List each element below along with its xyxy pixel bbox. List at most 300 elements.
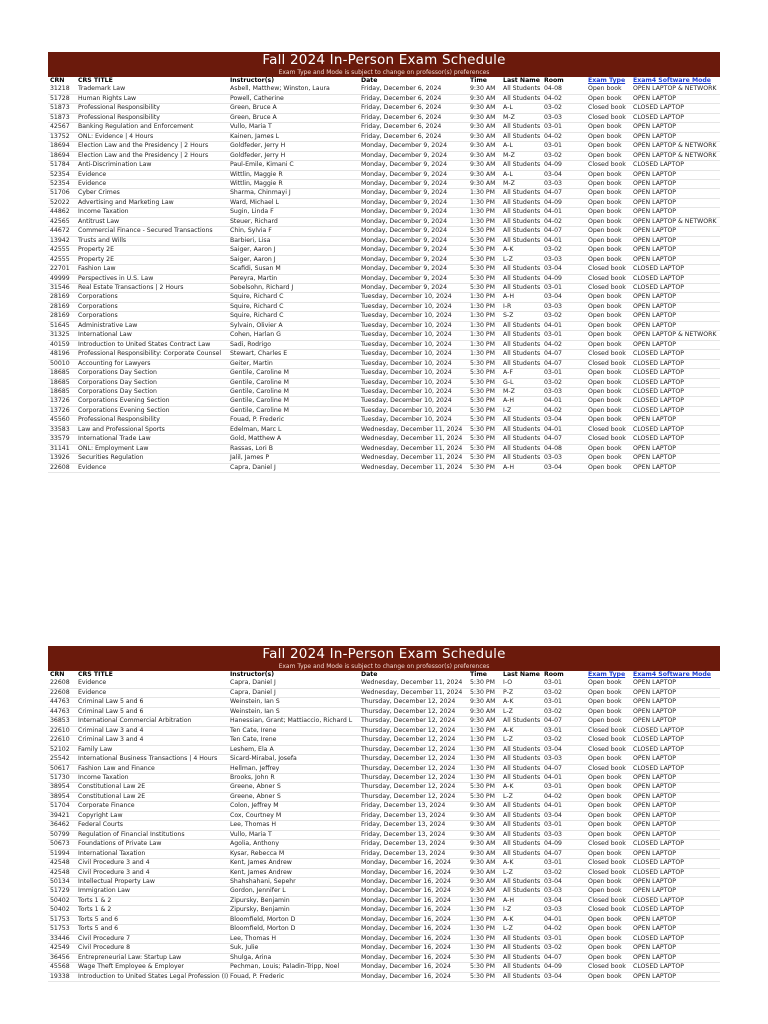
table-row bbox=[48, 792, 720, 801]
crn-cell: 52022 bbox=[48, 198, 76, 207]
instructor-cell: Barbieri, Lisa bbox=[228, 236, 359, 245]
crn-cell: 42549 bbox=[48, 944, 76, 953]
room-cell: 04-01 bbox=[542, 236, 586, 245]
last-name-cell: All Students bbox=[503, 359, 541, 367]
time-cell: 1:30 PM bbox=[468, 906, 501, 915]
room-cell: 04-07 bbox=[542, 350, 586, 359]
date-cell: Thursday, December 12, 2024 bbox=[359, 745, 468, 754]
course-title-cell: Evidence bbox=[76, 463, 228, 472]
header-last-name: Last Name bbox=[503, 671, 540, 678]
time-cell: 1:30 PM bbox=[468, 189, 501, 198]
exam-type-cell: Closed book bbox=[586, 868, 631, 877]
date-cell: Thursday, December 12, 2024 bbox=[359, 726, 468, 735]
exam-type-cell: Open book bbox=[586, 293, 631, 302]
course-title-cell: Professional Responsibility bbox=[76, 113, 228, 122]
time-cell: 9:30 AM bbox=[468, 151, 501, 160]
time-cell: 5:30 PM bbox=[468, 227, 501, 236]
time-cell: 5:30 PM bbox=[468, 283, 501, 292]
software-mode-cell: OPEN LAPTOP bbox=[631, 802, 720, 811]
table-row bbox=[48, 321, 720, 330]
time-cell: 9:30 AM bbox=[468, 717, 501, 726]
exam-type-cell: Open book bbox=[586, 198, 631, 207]
time-cell: 9:30 AM bbox=[468, 179, 501, 188]
instructor-cell: Sicard-Mirabal, Josefa bbox=[228, 755, 359, 764]
table-row bbox=[48, 802, 720, 811]
time-cell: 5:30 PM bbox=[468, 454, 501, 463]
crn-cell: 44763 bbox=[48, 698, 76, 707]
software-mode-cell: OPEN LAPTOP bbox=[631, 454, 720, 463]
room-cell: 04-09 bbox=[542, 963, 586, 972]
exam-type-cell: Open book bbox=[586, 302, 631, 311]
instructor-cell: Sadi, Rodrigo bbox=[228, 340, 359, 349]
crn-cell: 50134 bbox=[48, 877, 76, 886]
last-name-cell: All Students bbox=[503, 802, 541, 810]
software-mode-cell: OPEN LAPTOP & NETWORK bbox=[631, 142, 720, 151]
last-name-cell: M-Z bbox=[501, 387, 542, 396]
date-cell: Monday, December 9, 2024 bbox=[359, 198, 468, 207]
last-name-cell: I-O bbox=[501, 679, 542, 688]
exam-type-cell: Open book bbox=[586, 132, 631, 141]
crn-cell: 36853 bbox=[48, 717, 76, 726]
date-cell: Thursday, December 12, 2024 bbox=[359, 707, 468, 716]
course-title-cell: ONL: Employment Law bbox=[76, 444, 228, 453]
room-cell: 03-04 bbox=[542, 265, 586, 274]
course-title-cell: Antitrust Law bbox=[76, 217, 228, 226]
last-name-cell: A-H bbox=[501, 397, 542, 406]
time-cell: 5:30 PM bbox=[468, 369, 501, 378]
last-name-cell: All Students bbox=[503, 265, 541, 273]
instructor-cell: Capra, Daniel J bbox=[228, 463, 359, 472]
room-cell: 04-07 bbox=[542, 227, 586, 236]
crn-cell: 51728 bbox=[48, 94, 76, 103]
crn-cell: 48196 bbox=[48, 350, 76, 359]
exam-type-cell: Open book bbox=[586, 151, 631, 160]
time-cell: 9:30 AM bbox=[468, 802, 501, 811]
date-cell: Monday, December 9, 2024 bbox=[359, 255, 468, 264]
last-name-cell: All Students bbox=[503, 849, 541, 857]
software-mode-cell: OPEN LAPTOP bbox=[631, 123, 720, 132]
time-cell: 1:30 PM bbox=[468, 745, 501, 754]
last-name-cell: A-K bbox=[501, 783, 542, 792]
course-title-cell: Trusts and Wills bbox=[76, 236, 228, 245]
time-cell: 9:30 AM bbox=[468, 821, 501, 830]
room-cell: 03-03 bbox=[542, 113, 586, 122]
course-title-cell: International Trade Law bbox=[76, 435, 228, 444]
table-row bbox=[48, 877, 720, 886]
course-title-cell: Administrative Law bbox=[76, 321, 228, 330]
course-title-cell: Criminal Law 3 and 4 bbox=[76, 726, 228, 735]
exam-type-cell: Open book bbox=[586, 312, 631, 321]
date-cell: Tuesday, December 10, 2024 bbox=[359, 340, 468, 349]
crn-cell: 51994 bbox=[48, 849, 76, 858]
crn-cell: 50617 bbox=[48, 764, 76, 773]
exam-type-cell: Open book bbox=[586, 142, 631, 151]
room-cell: 03-01 bbox=[542, 698, 586, 707]
last-name-cell: All Students bbox=[503, 236, 541, 244]
room-cell: 04-02 bbox=[542, 132, 586, 141]
software-mode-cell: CLOSED LAPTOP bbox=[631, 736, 720, 745]
schedule-title: Fall 2024 In-Person Exam Schedule bbox=[262, 52, 506, 68]
header-room: Room bbox=[544, 671, 564, 678]
instructor-cell: Shulga, Arina bbox=[228, 953, 359, 962]
room-cell: 04-09 bbox=[542, 198, 586, 207]
course-title-cell: Wage Theft Employee & Employer bbox=[76, 963, 228, 972]
date-cell: Wednesday, December 11, 2024 bbox=[359, 688, 468, 697]
table-row bbox=[48, 255, 720, 264]
software-mode-cell: OPEN LAPTOP bbox=[631, 246, 720, 255]
header-date: Date bbox=[361, 77, 378, 84]
crn-cell: 22608 bbox=[48, 679, 76, 688]
software-mode-cell: OPEN LAPTOP bbox=[631, 189, 720, 198]
software-mode-cell: OPEN LAPTOP bbox=[631, 179, 720, 188]
table-row bbox=[48, 123, 720, 132]
time-cell: 9:30 AM bbox=[468, 830, 501, 839]
room-cell: 03-01 bbox=[542, 142, 586, 151]
crn-cell: 42565 bbox=[48, 217, 76, 226]
crn-cell: 18694 bbox=[48, 142, 76, 151]
instructor-cell: Hanessian, Grant; Mattiaccio, Richard L bbox=[228, 717, 359, 726]
course-title-cell: Income Taxation bbox=[76, 773, 228, 782]
crn-cell: 33579 bbox=[48, 435, 76, 444]
date-cell: Monday, December 16, 2024 bbox=[359, 925, 468, 934]
crn-cell: 31546 bbox=[48, 283, 76, 292]
instructor-cell: Zipursky, Benjamin bbox=[228, 896, 359, 905]
crn-cell: 31141 bbox=[48, 444, 76, 453]
instructor-cell: Saiger, Aaron J bbox=[228, 255, 359, 264]
course-title-cell: Corporations Day Section bbox=[76, 369, 228, 378]
crn-cell: 18694 bbox=[48, 151, 76, 160]
software-mode-cell: OPEN LAPTOP bbox=[631, 302, 720, 311]
exam-type-cell: Open book bbox=[586, 802, 631, 811]
software-mode-cell: OPEN LAPTOP bbox=[631, 830, 720, 839]
time-cell: 1:30 PM bbox=[468, 736, 501, 745]
room-cell: 04-07 bbox=[542, 189, 586, 198]
software-mode-cell: OPEN LAPTOP & NETWORK bbox=[631, 217, 720, 226]
crn-cell: 52354 bbox=[48, 170, 76, 179]
last-name-cell: All Students bbox=[503, 953, 541, 961]
room-cell: 03-04 bbox=[542, 745, 586, 754]
room-cell: 03-04 bbox=[542, 293, 586, 302]
table-row bbox=[48, 416, 720, 425]
date-cell: Monday, December 16, 2024 bbox=[359, 953, 468, 962]
exam-type-cell: Open book bbox=[586, 707, 631, 716]
room-cell: 04-02 bbox=[542, 792, 586, 801]
instructor-cell: Jalil, James P bbox=[228, 454, 359, 463]
date-cell: Wednesday, December 11, 2024 bbox=[359, 444, 468, 453]
table-row bbox=[48, 378, 720, 387]
last-name-cell: A-H bbox=[501, 293, 542, 302]
software-mode-cell: OPEN LAPTOP bbox=[631, 463, 720, 472]
course-title-cell: Family Law bbox=[76, 745, 228, 754]
software-mode-cell: OPEN LAPTOP bbox=[631, 198, 720, 207]
last-name-cell: L-Z bbox=[501, 925, 542, 934]
time-cell: 5:30 PM bbox=[468, 265, 501, 274]
course-title-cell: Property 2E bbox=[76, 246, 228, 255]
table-row bbox=[48, 217, 720, 226]
time-cell: 1:30 PM bbox=[468, 340, 501, 349]
schedule-table bbox=[48, 671, 720, 982]
exam-type-cell: Open book bbox=[586, 170, 631, 179]
software-mode-cell: OPEN LAPTOP bbox=[631, 236, 720, 245]
table-row bbox=[48, 849, 720, 858]
instructor-cell: Kent, James Andrew bbox=[228, 859, 359, 868]
time-cell: 5:30 PM bbox=[468, 387, 501, 396]
table-row bbox=[48, 208, 720, 217]
software-mode-cell: OPEN LAPTOP bbox=[631, 227, 720, 236]
time-cell: 5:30 PM bbox=[468, 246, 501, 255]
room-cell: 03-02 bbox=[542, 312, 586, 321]
crn-cell: 40159 bbox=[48, 340, 76, 349]
table-row bbox=[48, 906, 720, 915]
date-cell: Thursday, December 12, 2024 bbox=[359, 698, 468, 707]
last-name-cell: L-Z bbox=[501, 255, 542, 264]
course-title-cell: Professional Responsibility: Corporate Counsel bbox=[76, 350, 228, 359]
exam-type-cell: Open book bbox=[586, 189, 631, 198]
course-title-cell: Copyright Law bbox=[76, 811, 228, 820]
time-cell: 9:30 AM bbox=[468, 707, 501, 716]
last-name-cell: All Students bbox=[503, 123, 541, 131]
date-cell: Monday, December 16, 2024 bbox=[359, 963, 468, 972]
header-instructors: Instructor(s) bbox=[230, 77, 275, 84]
course-title-cell: International Commercial Arbitration bbox=[76, 717, 228, 726]
table-row bbox=[48, 915, 720, 924]
table-row bbox=[48, 340, 720, 349]
course-title-cell: International Business Transactions | 4 Hours bbox=[76, 755, 228, 764]
crn-cell: 42567 bbox=[48, 123, 76, 132]
room-cell: 03-03 bbox=[542, 179, 586, 188]
course-title-cell: Evidence bbox=[76, 170, 228, 179]
time-cell: 1:30 PM bbox=[468, 773, 501, 782]
last-name-cell: A-H bbox=[501, 463, 542, 472]
software-mode-cell: OPEN LAPTOP bbox=[631, 94, 720, 103]
course-title-cell: Real Estate Transactions | 2 Hours bbox=[76, 283, 228, 292]
instructor-cell: Bloomfield, Morton D bbox=[228, 915, 359, 924]
instructor-cell: Gentile, Caroline M bbox=[228, 397, 359, 406]
schedule-sheet-1 bbox=[48, 52, 720, 473]
header-exam4-mode-link[interactable]: Exam4 Software Mode bbox=[633, 77, 711, 84]
date-cell: Wednesday, December 11, 2024 bbox=[359, 463, 468, 472]
table-row bbox=[48, 679, 720, 688]
last-name-cell: I-R bbox=[501, 302, 542, 311]
room-cell: 04-02 bbox=[542, 340, 586, 349]
instructor-cell: Fouad, P. Frederic bbox=[228, 972, 359, 981]
time-cell: 1:30 PM bbox=[468, 331, 501, 340]
exam-type-cell: Closed book bbox=[586, 726, 631, 735]
table-row bbox=[48, 274, 720, 283]
header-exam4-mode-link[interactable]: Exam4 Software Mode bbox=[633, 671, 711, 678]
date-cell: Tuesday, December 10, 2024 bbox=[359, 397, 468, 406]
software-mode-cell: CLOSED LAPTOP bbox=[631, 840, 720, 849]
header-exam-type-link[interactable]: Exam Type bbox=[588, 671, 626, 678]
course-title-cell: Constitutional Law 2E bbox=[76, 783, 228, 792]
crn-cell: 22608 bbox=[48, 688, 76, 697]
software-mode-cell: OPEN LAPTOP bbox=[631, 821, 720, 830]
table-row bbox=[48, 830, 720, 839]
date-cell: Wednesday, December 11, 2024 bbox=[359, 454, 468, 463]
course-title-cell: Evidence bbox=[76, 179, 228, 188]
last-name-cell: M-Z bbox=[501, 151, 542, 160]
last-name-cell: A-K bbox=[501, 246, 542, 255]
course-title-cell: Civil Procedure 8 bbox=[76, 944, 228, 953]
header-course-title: CRS TITLE bbox=[78, 671, 113, 678]
table-row bbox=[48, 350, 720, 359]
software-mode-cell: CLOSED LAPTOP bbox=[631, 265, 720, 274]
exam-type-cell: Open book bbox=[586, 179, 631, 188]
crn-cell: 50402 bbox=[48, 896, 76, 905]
software-mode-cell: OPEN LAPTOP bbox=[631, 849, 720, 858]
software-mode-cell: OPEN LAPTOP bbox=[631, 783, 720, 792]
crn-cell: 51753 bbox=[48, 915, 76, 924]
crn-cell: 50673 bbox=[48, 840, 76, 849]
date-cell: Monday, December 9, 2024 bbox=[359, 265, 468, 274]
crn-cell: 13926 bbox=[48, 454, 76, 463]
software-mode-cell: OPEN LAPTOP bbox=[631, 707, 720, 716]
last-name-cell: All Students bbox=[503, 773, 541, 781]
exam-type-cell: Closed book bbox=[586, 840, 631, 849]
software-mode-cell: CLOSED LAPTOP bbox=[631, 406, 720, 415]
exam-type-cell: Open book bbox=[586, 877, 631, 886]
exam-type-cell: Closed book bbox=[586, 745, 631, 754]
crn-cell: 36462 bbox=[48, 821, 76, 830]
date-cell: Monday, December 9, 2024 bbox=[359, 208, 468, 217]
time-cell: 9:30 AM bbox=[468, 887, 501, 896]
crn-cell: 45560 bbox=[48, 416, 76, 425]
table-row bbox=[48, 811, 720, 820]
course-title-cell: Corporations Evening Section bbox=[76, 397, 228, 406]
software-mode-cell: OPEN LAPTOP bbox=[631, 925, 720, 934]
software-mode-cell: OPEN LAPTOP bbox=[631, 915, 720, 924]
time-cell: 1:30 PM bbox=[468, 302, 501, 311]
room-cell: 04-07 bbox=[542, 764, 586, 773]
exam-type-cell: Open book bbox=[586, 246, 631, 255]
room-cell: 03-01 bbox=[542, 369, 586, 378]
room-cell: 03-02 bbox=[542, 246, 586, 255]
instructor-cell: Sobelsohn, Richard J bbox=[228, 283, 359, 292]
table-row bbox=[48, 925, 720, 934]
date-cell: Monday, December 9, 2024 bbox=[359, 189, 468, 198]
exam-type-cell: Closed book bbox=[586, 906, 631, 915]
last-name-cell: All Students bbox=[503, 321, 541, 329]
exam-type-cell: Open book bbox=[586, 85, 631, 94]
table-row bbox=[48, 246, 720, 255]
software-mode-cell: OPEN LAPTOP bbox=[631, 416, 720, 425]
date-cell: Friday, December 6, 2024 bbox=[359, 85, 468, 94]
software-mode-cell: OPEN LAPTOP bbox=[631, 688, 720, 697]
room-cell: 04-02 bbox=[542, 406, 586, 415]
last-name-cell: M-Z bbox=[501, 113, 542, 122]
instructor-cell: Paul-Emile, Kimani C bbox=[228, 161, 359, 170]
time-cell: 9:30 AM bbox=[468, 161, 501, 170]
time-cell: 9:30 AM bbox=[468, 132, 501, 141]
time-cell: 1:30 PM bbox=[468, 934, 501, 943]
table-row bbox=[48, 435, 720, 444]
room-cell: 03-02 bbox=[542, 151, 586, 160]
software-mode-cell: OPEN LAPTOP bbox=[631, 717, 720, 726]
room-cell: 04-07 bbox=[542, 359, 586, 368]
last-name-cell: All Students bbox=[503, 972, 541, 980]
time-cell: 5:30 PM bbox=[468, 972, 501, 981]
date-cell: Monday, December 9, 2024 bbox=[359, 227, 468, 236]
time-cell: 1:30 PM bbox=[468, 198, 501, 207]
crn-cell: 31218 bbox=[48, 85, 76, 94]
course-title-cell: Evidence bbox=[76, 688, 228, 697]
software-mode-cell: CLOSED LAPTOP bbox=[631, 397, 720, 406]
exam-type-cell: Closed book bbox=[586, 896, 631, 905]
instructor-cell: Gold, Matthew A bbox=[228, 435, 359, 444]
last-name-cell: A-K bbox=[501, 859, 542, 868]
instructor-cell: Vullo, Maria T bbox=[228, 830, 359, 839]
date-cell: Friday, December 6, 2024 bbox=[359, 94, 468, 103]
time-cell: 9:30 AM bbox=[468, 877, 501, 886]
table-row bbox=[48, 840, 720, 849]
exam-type-cell: Open book bbox=[586, 331, 631, 340]
exam-type-cell: Closed book bbox=[586, 265, 631, 274]
course-title-cell: Corporations Day Section bbox=[76, 378, 228, 387]
crn-cell: 51873 bbox=[48, 113, 76, 122]
course-title-cell: Banking Regulation and Enforcement bbox=[76, 123, 228, 132]
instructor-cell: Steuer, Richard bbox=[228, 217, 359, 226]
table-row bbox=[48, 896, 720, 905]
time-cell: 9:30 AM bbox=[468, 859, 501, 868]
date-cell: Monday, December 9, 2024 bbox=[359, 283, 468, 292]
crn-cell: 50402 bbox=[48, 906, 76, 915]
date-cell: Monday, December 16, 2024 bbox=[359, 906, 468, 915]
time-cell: 1:30 PM bbox=[468, 755, 501, 764]
course-title-cell: Entrepreneurial Law: Startup Law bbox=[76, 953, 228, 962]
software-mode-cell: CLOSED LAPTOP bbox=[631, 906, 720, 915]
date-cell: Tuesday, December 10, 2024 bbox=[359, 406, 468, 415]
crn-cell: 51753 bbox=[48, 925, 76, 934]
exam-type-cell: Open book bbox=[586, 925, 631, 934]
instructor-cell: Green, Bruce A bbox=[228, 113, 359, 122]
time-cell: 1:30 PM bbox=[468, 208, 501, 217]
room-cell: 03-02 bbox=[542, 707, 586, 716]
date-cell: Friday, December 13, 2024 bbox=[359, 821, 468, 830]
table-row bbox=[48, 745, 720, 754]
crn-cell: 50010 bbox=[48, 359, 76, 368]
crn-cell: 50799 bbox=[48, 830, 76, 839]
software-mode-cell: OPEN LAPTOP bbox=[631, 255, 720, 264]
time-cell: 5:30 PM bbox=[468, 416, 501, 425]
crn-cell: 45568 bbox=[48, 963, 76, 972]
date-cell: Monday, December 16, 2024 bbox=[359, 887, 468, 896]
time-cell: 1:30 PM bbox=[468, 350, 501, 359]
software-mode-cell: CLOSED LAPTOP bbox=[631, 425, 720, 434]
time-cell: 5:30 PM bbox=[468, 783, 501, 792]
table-row bbox=[48, 707, 720, 716]
course-title-cell: Civil Procedure 7 bbox=[76, 934, 228, 943]
crn-cell: 51873 bbox=[48, 104, 76, 113]
header-exam-type-link[interactable]: Exam Type bbox=[588, 77, 626, 84]
header-time: Time bbox=[470, 77, 487, 84]
exam-type-cell: Open book bbox=[586, 915, 631, 924]
last-name-cell: L-Z bbox=[501, 868, 542, 877]
table-row bbox=[48, 821, 720, 830]
time-cell: 1:30 PM bbox=[468, 925, 501, 934]
instructor-cell: Kysar, Rebecca M bbox=[228, 849, 359, 858]
software-mode-cell: CLOSED LAPTOP bbox=[631, 868, 720, 877]
table-row bbox=[48, 406, 720, 415]
crn-cell: 22701 bbox=[48, 265, 76, 274]
table-row bbox=[48, 151, 720, 160]
last-name-cell: A-L bbox=[501, 142, 542, 151]
last-name-cell: All Students bbox=[503, 331, 541, 339]
instructor-cell: Saiger, Aaron J bbox=[228, 246, 359, 255]
course-title-cell: Introduction to United States Contract Law bbox=[76, 340, 228, 349]
instructor-cell: Powell, Catherine bbox=[228, 94, 359, 103]
room-cell: 04-02 bbox=[542, 925, 586, 934]
time-cell: 5:30 PM bbox=[468, 679, 501, 688]
